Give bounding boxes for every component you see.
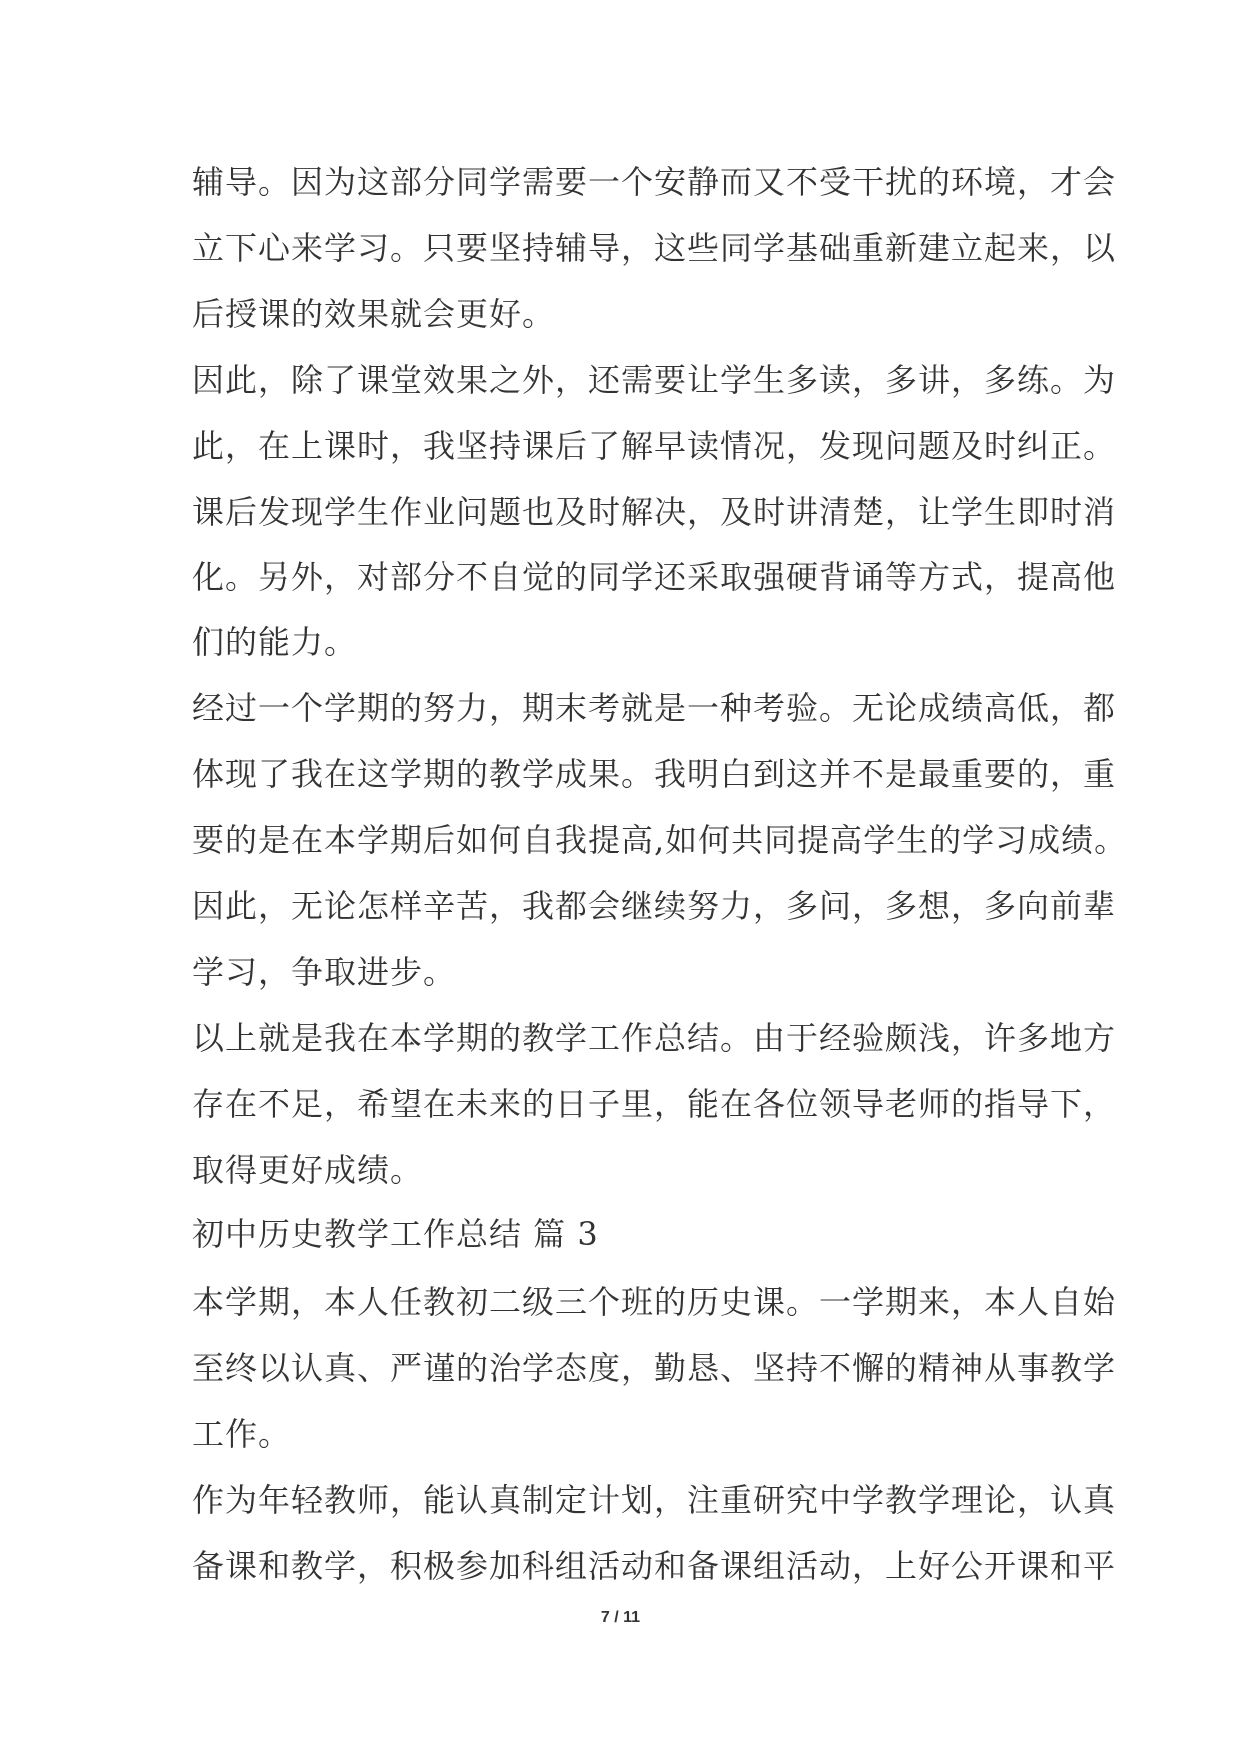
text-line: 因此，无论怎样辛苦，我都会继续努力，多问，多想，多向前辈	[192, 887, 1117, 925]
text-line: 备课和教学，积极参加科组活动和备课组活动，上好公开课和平	[192, 1547, 1117, 1585]
text-line: 经过一个学期的努力，期末考就是一种考验。无论成绩高低，都	[192, 689, 1117, 727]
text-line: 学习，争取进步。	[192, 953, 457, 991]
text-line: 体现了我在这学期的教学成果。我明白到这并不是最重要的，重	[192, 755, 1117, 793]
text-line: 要的是在本学期后如何自我提高,如何共同提高学生的学习成绩。	[192, 821, 1128, 859]
text-line: 化。另外，对部分不自觉的同学还采取强硬背诵等方式，提高他	[192, 558, 1117, 596]
text-line: 本学期，本人任教初二级三个班的历史课。一学期来，本人自始	[192, 1283, 1117, 1321]
text-line: 此，在上课时，我坚持课后了解早读情况，发现问题及时纠正。	[192, 427, 1117, 465]
text-line: 工作。	[192, 1415, 292, 1453]
text-line: 作为年轻教师，能认真制定计划，注重研究中学教学理论，认真	[192, 1481, 1117, 1519]
text-line: 课后发现学生作业问题也及时解决，及时讲清楚，让学生即时消	[192, 493, 1117, 531]
text-line: 后授课的效果就会更好。	[192, 295, 556, 333]
text-line: 以上就是我在本学期的教学工作总结。由于经验颇浅，许多地方	[192, 1019, 1117, 1057]
text-line: 辅导。因为这部分同学需要一个安静而又不受干扰的环境，才会	[192, 163, 1117, 201]
page-number: 7 / 11	[600, 1609, 641, 1626]
section-heading: 初中历史教学工作总结 篇 3	[192, 1215, 599, 1253]
text-line: 立下心来学习。只要坚持辅导，这些同学基础重新建立起来，以	[192, 229, 1117, 267]
text-line: 们的能力。	[192, 623, 358, 661]
text-line: 存在不足，希望在未来的日子里，能在各位领导老师的指导下，	[192, 1085, 1117, 1123]
text-line: 因此，除了课堂效果之外，还需要让学生多读，多讲，多练。为	[192, 361, 1117, 399]
text-line: 至终以认真、严谨的治学态度，勤恳、坚持不懈的精神从事教学	[192, 1349, 1117, 1387]
text-line: 取得更好成绩。	[192, 1151, 424, 1189]
